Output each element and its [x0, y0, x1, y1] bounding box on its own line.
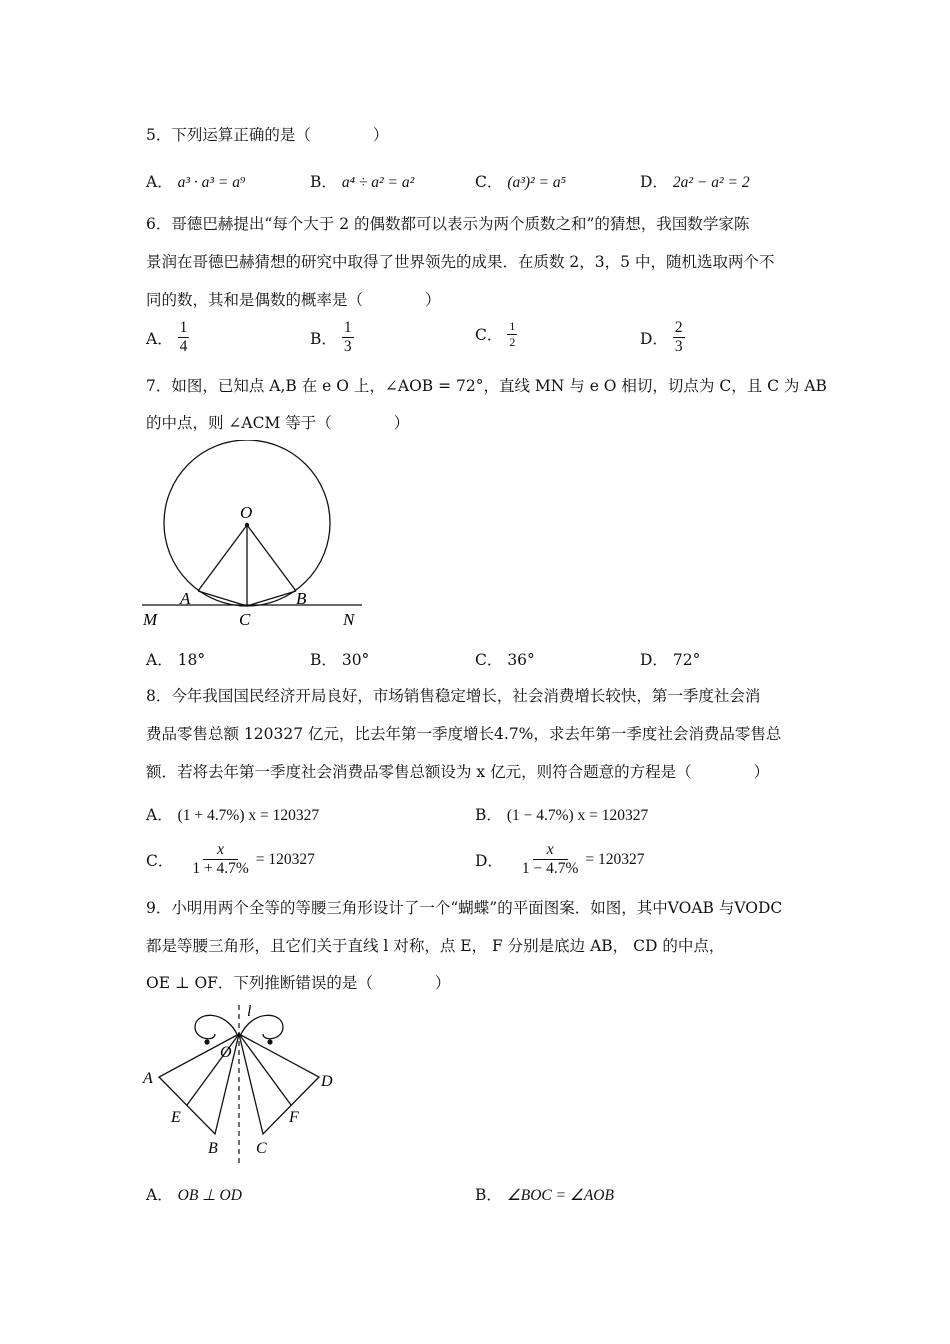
segment-ac: [198, 591, 247, 606]
label-f: F: [289, 1109, 299, 1126]
q9-option-b[interactable]: [475, 1183, 614, 1205]
triangle-odc: [239, 1034, 319, 1134]
label-b: B: [296, 589, 307, 608]
q8-option-b[interactable]: [475, 803, 648, 825]
label-l: l: [247, 1003, 252, 1020]
option-expression: OB ⊥ OD: [177, 1187, 242, 1204]
q5-option-b[interactable]: [310, 170, 414, 192]
option-label: D．: [640, 329, 668, 348]
option-expression: (1 + 4.7%) x = 120327: [177, 807, 320, 824]
option-fraction: [190, 842, 251, 878]
option-fraction: [673, 320, 685, 356]
option-expression: (a³)² = a⁵: [507, 174, 567, 191]
q7-circle-figure: [130, 440, 380, 635]
fraction-denominator: 2: [509, 334, 516, 349]
option-expression: ∠BOC = ∠AOB: [506, 1187, 614, 1204]
q7-stem-line-2: 的中点，则 ∠ACM 等于（ ）: [146, 414, 410, 432]
equation-rhs: = 120327: [255, 850, 315, 868]
option-label: B．: [310, 651, 337, 669]
option-label: B．: [475, 806, 502, 824]
fraction-numerator: x: [203, 842, 238, 860]
label-a: A: [180, 589, 191, 608]
point-o: [245, 523, 249, 527]
option-label: C．: [475, 326, 503, 345]
q5-option-c[interactable]: [475, 170, 566, 192]
label-o: O: [240, 503, 253, 522]
q8-stem-line-2: 费品零售总额 120327 亿元，比去年第一季度增长4.7%，求去年第一季度社会消费品零售总: [146, 725, 782, 743]
fraction-denominator: 1 + 4.7%: [192, 860, 249, 878]
option-label: C．: [475, 651, 503, 669]
left-antenna: [195, 1015, 238, 1038]
label-d: D: [321, 1073, 333, 1090]
q8-option-c[interactable]: [146, 842, 315, 878]
option-label: C．: [146, 851, 174, 870]
equation-rhs: = 120327: [585, 850, 645, 868]
left-antenna-dot: [204, 1039, 209, 1044]
q8-option-d[interactable]: [475, 842, 644, 878]
q9-stem-line-3: OE ⊥ OF．下列推断错误的是（ ）: [146, 974, 451, 992]
q5-option-a[interactable]: [146, 170, 245, 192]
option-label: A．: [146, 1186, 173, 1204]
option-label: B．: [310, 173, 337, 191]
option-fraction: [507, 320, 517, 348]
fraction-numerator: 1: [509, 319, 516, 333]
option-label: D．: [640, 173, 668, 191]
q7-option-d[interactable]: [640, 648, 700, 670]
fraction-denominator: 3: [674, 338, 683, 356]
label-o: O: [220, 1044, 232, 1061]
option-expression: a⁴ ÷ a² = a²: [341, 174, 415, 191]
q8-stem-line-1: 8．今年我国国民经济开局良好，市场销售稳定增长，社会消费增长较快，第一季度社会消: [146, 687, 761, 705]
fraction-numerator: 2: [673, 320, 685, 338]
option-expression: a³ · a³ = a⁹: [177, 174, 246, 191]
label-m: M: [143, 610, 158, 629]
q7-option-c[interactable]: [475, 648, 535, 670]
q9-butterfly-figure: [135, 1000, 350, 1168]
label-c: C: [239, 610, 251, 629]
label-n: N: [343, 610, 355, 629]
q6-option-c[interactable]: [475, 320, 517, 348]
q7-stem-line-1: 7．如图，已知点 A,B 在 e O 上，∠AOB = 72°，直线 MN 与 e O 相切，切点为 C，且 C 为 AB: [146, 377, 827, 395]
option-label: C．: [475, 173, 503, 191]
q8-option-a[interactable]: [146, 803, 319, 825]
label-a: A: [143, 1070, 153, 1087]
option-label: B．: [310, 329, 337, 348]
fraction-denominator: 4: [179, 338, 188, 356]
q6-option-d[interactable]: [640, 320, 685, 356]
option-value: 30°: [341, 651, 370, 669]
option-label: A．: [146, 806, 173, 824]
option-label: A．: [146, 651, 173, 669]
fraction-denominator: 1 − 4.7%: [521, 860, 579, 878]
option-label: B．: [475, 1186, 502, 1204]
option-expression: (1 − 4.7%) x = 120327: [506, 807, 649, 824]
q9-stem-line-2: 都是等腰三角形，且它们关于直线 l 对称，点 E， F 分别是底边 AB， CD 的中点，: [146, 937, 725, 955]
label-b: B: [208, 1140, 218, 1157]
q5-option-d[interactable]: [640, 170, 750, 192]
option-expression: 2a² − a² = 2: [672, 174, 750, 191]
q6-stem-line-2: 景润在哥德巴赫猜想的研究中取得了世界领先的成果．在质数 2，3，5 中，随机选取两个不: [146, 253, 775, 271]
option-label: D．: [475, 851, 503, 870]
option-fraction: [520, 842, 581, 878]
fraction-numerator: 1: [342, 320, 354, 338]
q6-option-a[interactable]: [146, 320, 189, 356]
option-fraction: [178, 320, 190, 356]
option-value: 72°: [672, 651, 701, 669]
label-c: C: [256, 1140, 267, 1157]
option-value: 18°: [177, 651, 206, 669]
q6-stem-line-3: 同的数，其和是偶数的概率是（ ）: [146, 291, 441, 309]
segment-of: [239, 1034, 291, 1105]
option-label: D．: [640, 651, 668, 669]
fraction-numerator: 1: [178, 320, 190, 338]
segment-oa: [198, 525, 247, 591]
fraction-denominator: 3: [343, 338, 352, 356]
option-value: 36°: [507, 651, 535, 669]
option-fraction: [342, 320, 354, 356]
q9-stem-line-1: 9．小明用两个全等的等腰三角形设计了一个“蝴蝶”的平面图案．如图，其中VOAB 与VODC: [146, 899, 783, 917]
q6-option-b[interactable]: [310, 320, 354, 356]
label-e: E: [171, 1109, 181, 1126]
q7-option-a[interactable]: [146, 648, 205, 670]
right-antenna-dot: [267, 1039, 272, 1044]
option-label: A．: [146, 329, 173, 348]
q8-stem-line-3: 额．若将去年第一季度社会消费品零售总额设为 x 亿元，则符合题意的方程是（ ）: [146, 763, 770, 781]
option-label: A．: [146, 173, 173, 191]
q7-option-b[interactable]: [310, 648, 369, 670]
q5-stem: 5．下列运算正确的是（ ）: [146, 126, 389, 144]
segment-bc: [247, 591, 296, 606]
fraction-numerator: x: [533, 842, 568, 860]
segment-ob: [247, 525, 296, 591]
q9-option-a[interactable]: [146, 1183, 242, 1205]
q6-stem-line-1: 6．哥德巴赫提出“每个大于 2 的偶数都可以表示为两个质数之和”的猜想，我国数学家陈: [146, 215, 750, 233]
